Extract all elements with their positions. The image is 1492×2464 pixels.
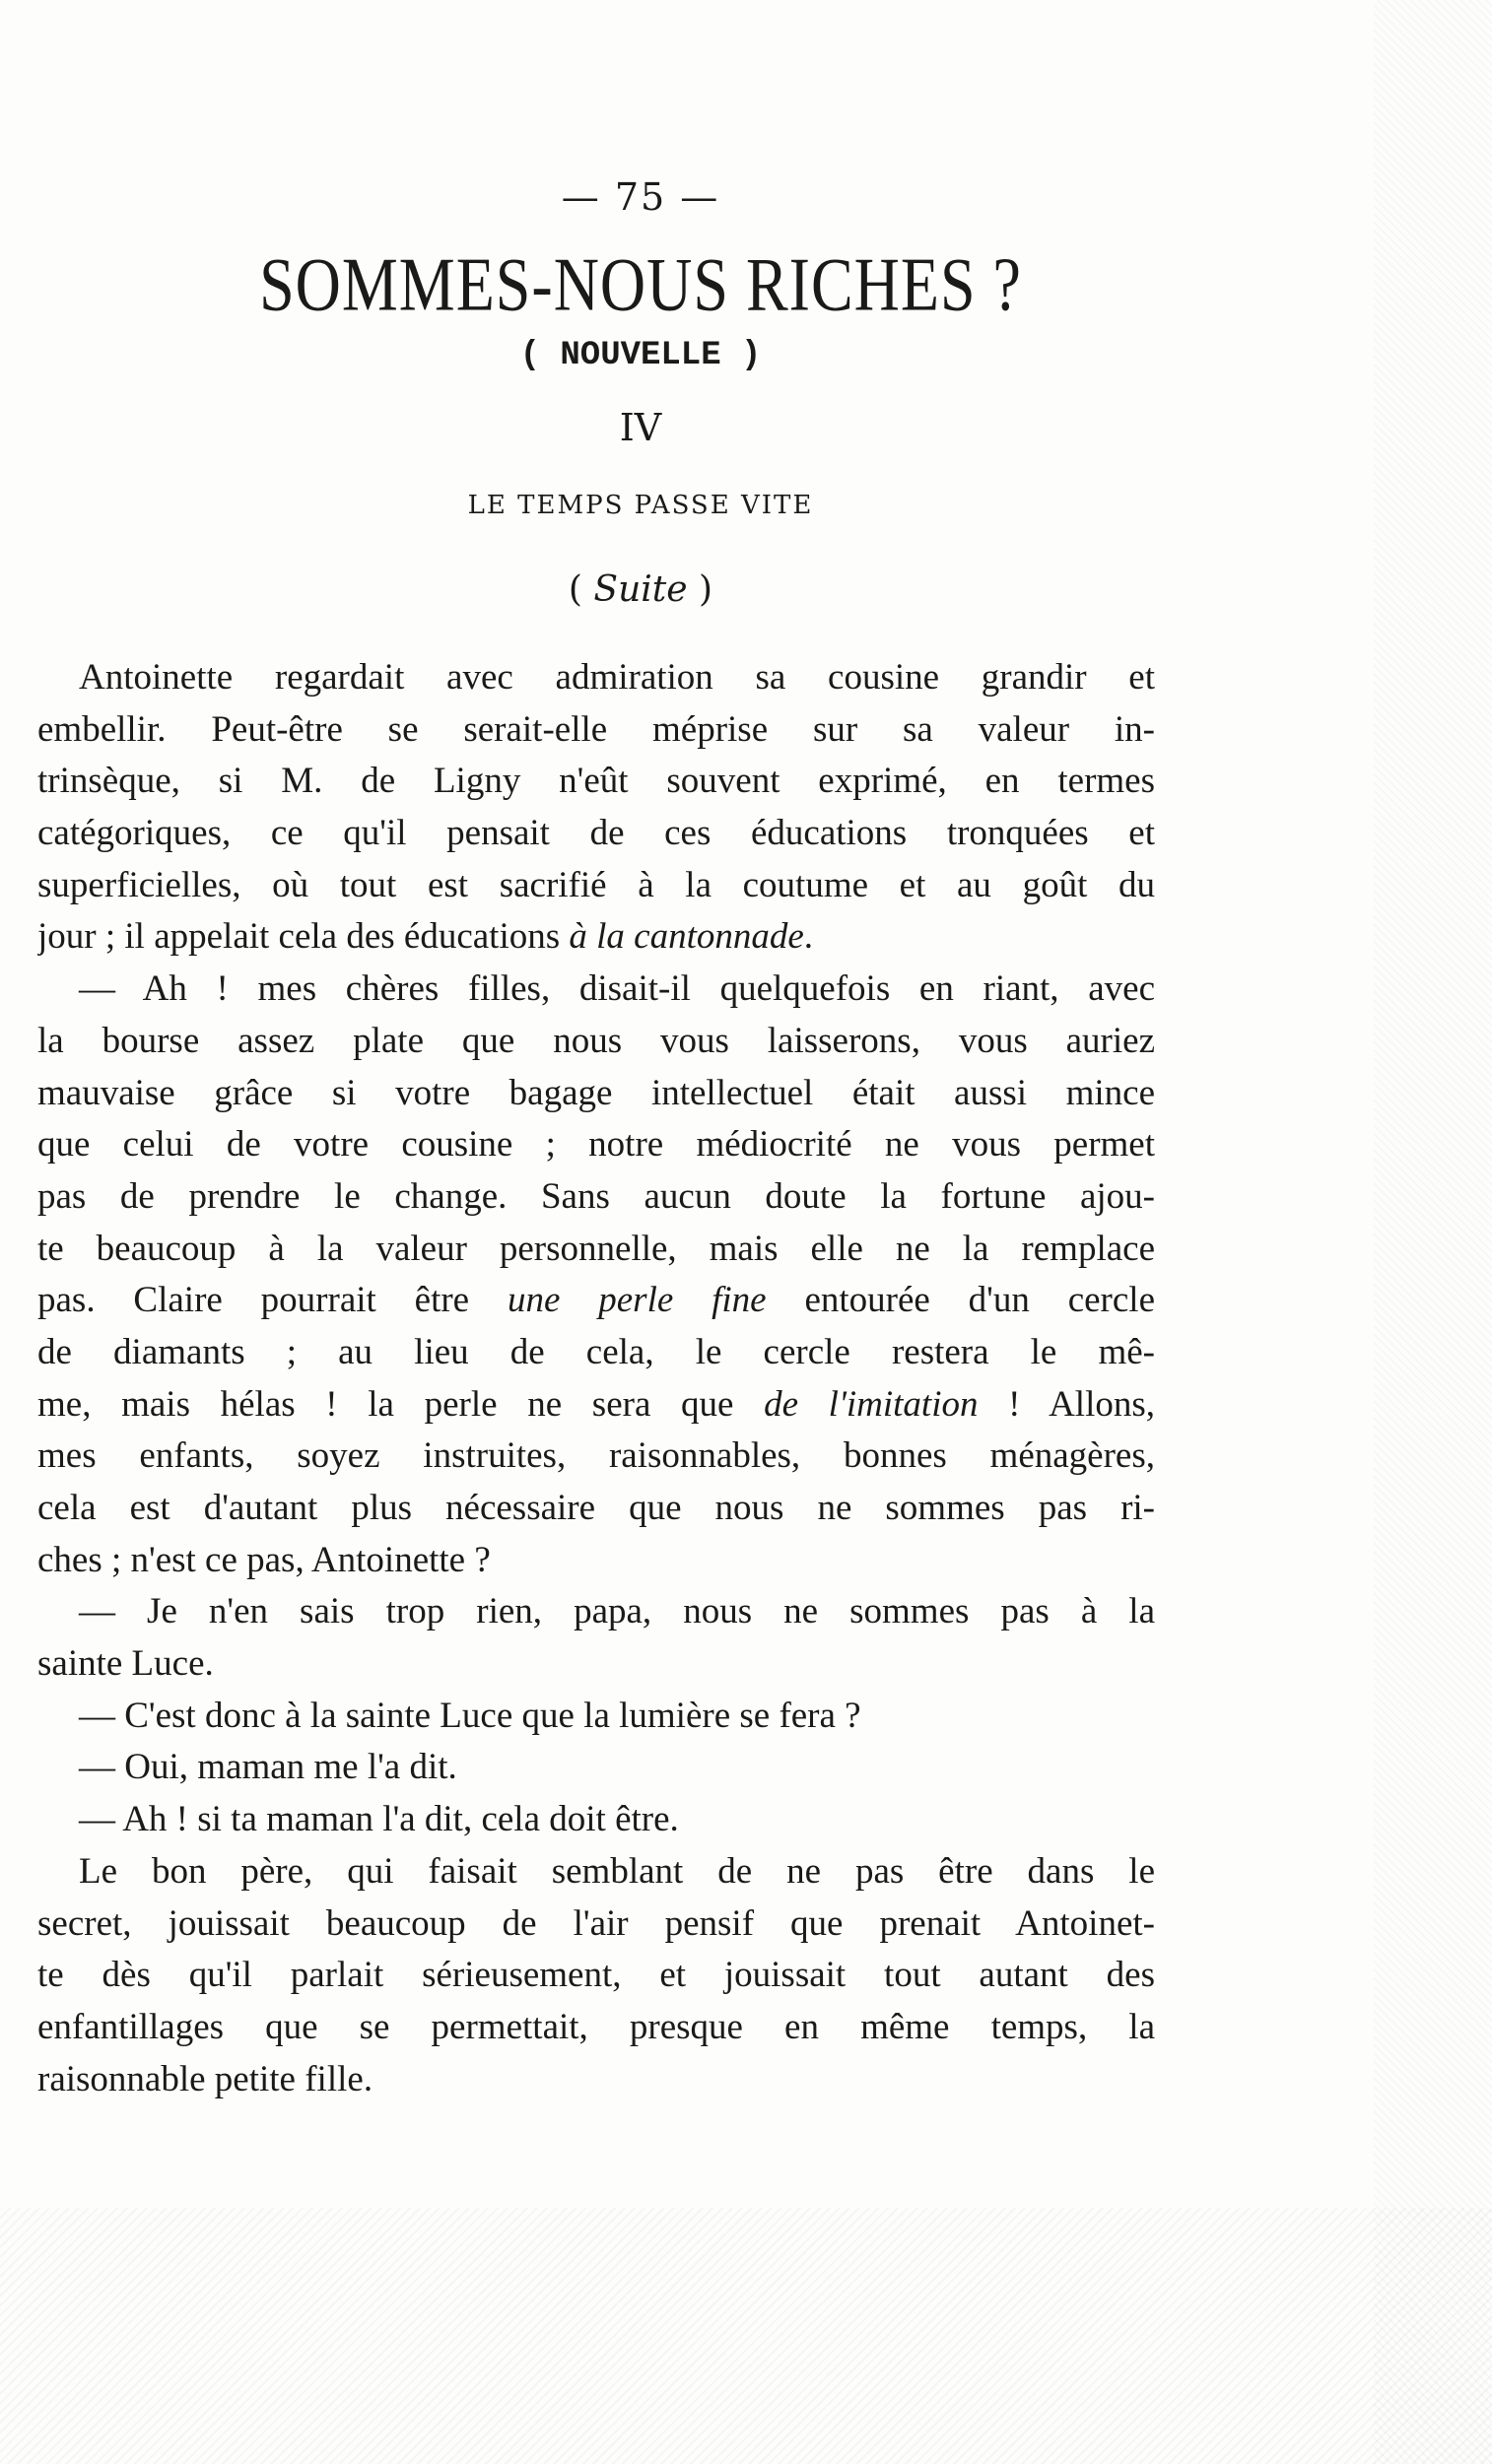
continuation-note <box>0 569 1281 610</box>
paper-texture-right <box>1374 0 1492 2464</box>
text-line <box>37 756 1155 808</box>
text-line <box>37 860 1155 912</box>
text-line <box>37 1275 1155 1327</box>
text-run: te beaucoup à la valeur personnelle, mais elle ne la remplace <box>37 1228 1155 1269</box>
text-line <box>37 1483 1155 1535</box>
text-run: mes enfants, soyez instruites, raisonnables, bonnes ménagères, <box>37 1435 1155 1477</box>
page-number: — 75 — <box>561 175 720 219</box>
text-run: mauvaise grâce si votre bagage intellectuel était aussi mince <box>37 1072 1155 1113</box>
chapter-number: IV <box>619 406 662 449</box>
text-line <box>37 1691 1155 1743</box>
text-line <box>37 1950 1155 2002</box>
italic-phrase: à la cantonnade <box>569 916 804 958</box>
text-run: pas de prendre le change. Sans aucun doute la fortune ajou- <box>37 1175 1155 1217</box>
continuation-close: ) <box>687 569 713 610</box>
text-run: jour ; il appelait cela des éducations <box>37 916 570 958</box>
text-line <box>37 1171 1155 1224</box>
text-run: de diamants ; au lieu de cela, le cercle restera le mê- <box>37 1331 1155 1372</box>
text-line <box>37 808 1155 860</box>
text-line <box>37 1898 1155 1951</box>
text-line <box>37 964 1155 1016</box>
text-line <box>37 1224 1155 1276</box>
text-line <box>37 1068 1155 1120</box>
text-run: ches ; n'est ce pas, Antoinette ? <box>37 1539 491 1580</box>
text-run: embellir. Peut-être se serait-elle méprise sur sa valeur in- <box>37 708 1155 750</box>
text-line <box>37 2002 1155 2054</box>
continuation-open: ( <box>568 569 594 610</box>
continuation-word: Suite <box>593 569 688 610</box>
text-run: sainte Luce. <box>37 1643 214 1685</box>
text-run: entourée d'un cercle <box>766 1280 1155 1321</box>
text-run: secret, jouissait beaucoup de l'air pensif que prenait Antoinet- <box>37 1902 1155 1944</box>
text-line <box>37 1586 1155 1638</box>
text-line <box>37 1016 1155 1068</box>
text-run: ! Allons, <box>978 1383 1155 1425</box>
text-line <box>37 704 1155 757</box>
text-run: — Oui, maman me l'a dit. <box>79 1747 457 1788</box>
text-run: enfantillages que se permettait, presque en même temps, la <box>37 2006 1155 2047</box>
text-run: superficielles, où tout est sacrifié à la coutume et au goût du <box>37 864 1155 905</box>
text-run: te dès qu'il parlait sérieusement, et jouissait tout autant des <box>37 1955 1155 1996</box>
text-run: Antoinette regardait avec admiration sa cousine grandir et <box>79 657 1155 698</box>
text-line <box>37 1846 1155 1898</box>
paper-texture-bottom <box>0 2208 1492 2464</box>
text-line <box>37 1379 1155 1432</box>
text-run: — C'est donc à la sainte Luce que la lumière se fera ? <box>79 1695 861 1736</box>
italic-phrase: de l'imitation <box>764 1383 979 1425</box>
text-line <box>37 1535 1155 1587</box>
story-subtitle: ( NOUVELLE ) <box>519 337 762 374</box>
text-run: me, mais hélas ! la perle ne sera que <box>37 1383 765 1425</box>
text-run: pas. Claire pourrait être <box>37 1280 508 1321</box>
text-run: cela est d'autant plus nécessaire que nous ne sommes pas ri- <box>37 1488 1155 1528</box>
chapter-title: LE TEMPS PASSE VITE <box>467 491 814 520</box>
italic-phrase: une perle fine <box>507 1280 767 1321</box>
text-run: . <box>803 916 814 958</box>
text-line <box>37 652 1155 704</box>
text-run: Le bon père, qui faisait semblant de ne pas être dans le <box>79 1850 1155 1892</box>
text-run: trinsèque, si M. de Ligny n'eût souvent exprimé, en termes <box>37 761 1155 802</box>
text-run: — Ah ! si ta maman l'a dit, cela doit être. <box>79 1799 679 1840</box>
text-line <box>37 1742 1155 1794</box>
story-title: SOMMES-NOUS RICHES ? <box>259 242 1022 327</box>
text-line <box>37 2054 1155 2106</box>
text-run: — Je n'en sais trop rien, papa, nous ne sommes pas à la <box>79 1591 1155 1632</box>
text-line <box>37 1431 1155 1483</box>
text-line <box>37 1327 1155 1379</box>
text-run: que celui de votre cousine ; notre médiocrité ne vous permet <box>37 1124 1155 1165</box>
text-run: — Ah ! mes chères filles, disait-il quelquefois en riant, avec <box>79 968 1155 1010</box>
text-line <box>37 1638 1155 1691</box>
text-run: catégoriques, ce qu'il pensait de ces éducations tronquées et <box>37 813 1155 854</box>
text-line <box>37 911 1155 964</box>
text-line <box>37 1119 1155 1171</box>
text-run: raisonnable petite fille. <box>37 2058 373 2099</box>
text-line <box>37 1794 1155 1846</box>
body-text <box>37 652 1155 2105</box>
text-run: la bourse assez plate que nous vous laisserons, vous auriez <box>37 1020 1155 1061</box>
